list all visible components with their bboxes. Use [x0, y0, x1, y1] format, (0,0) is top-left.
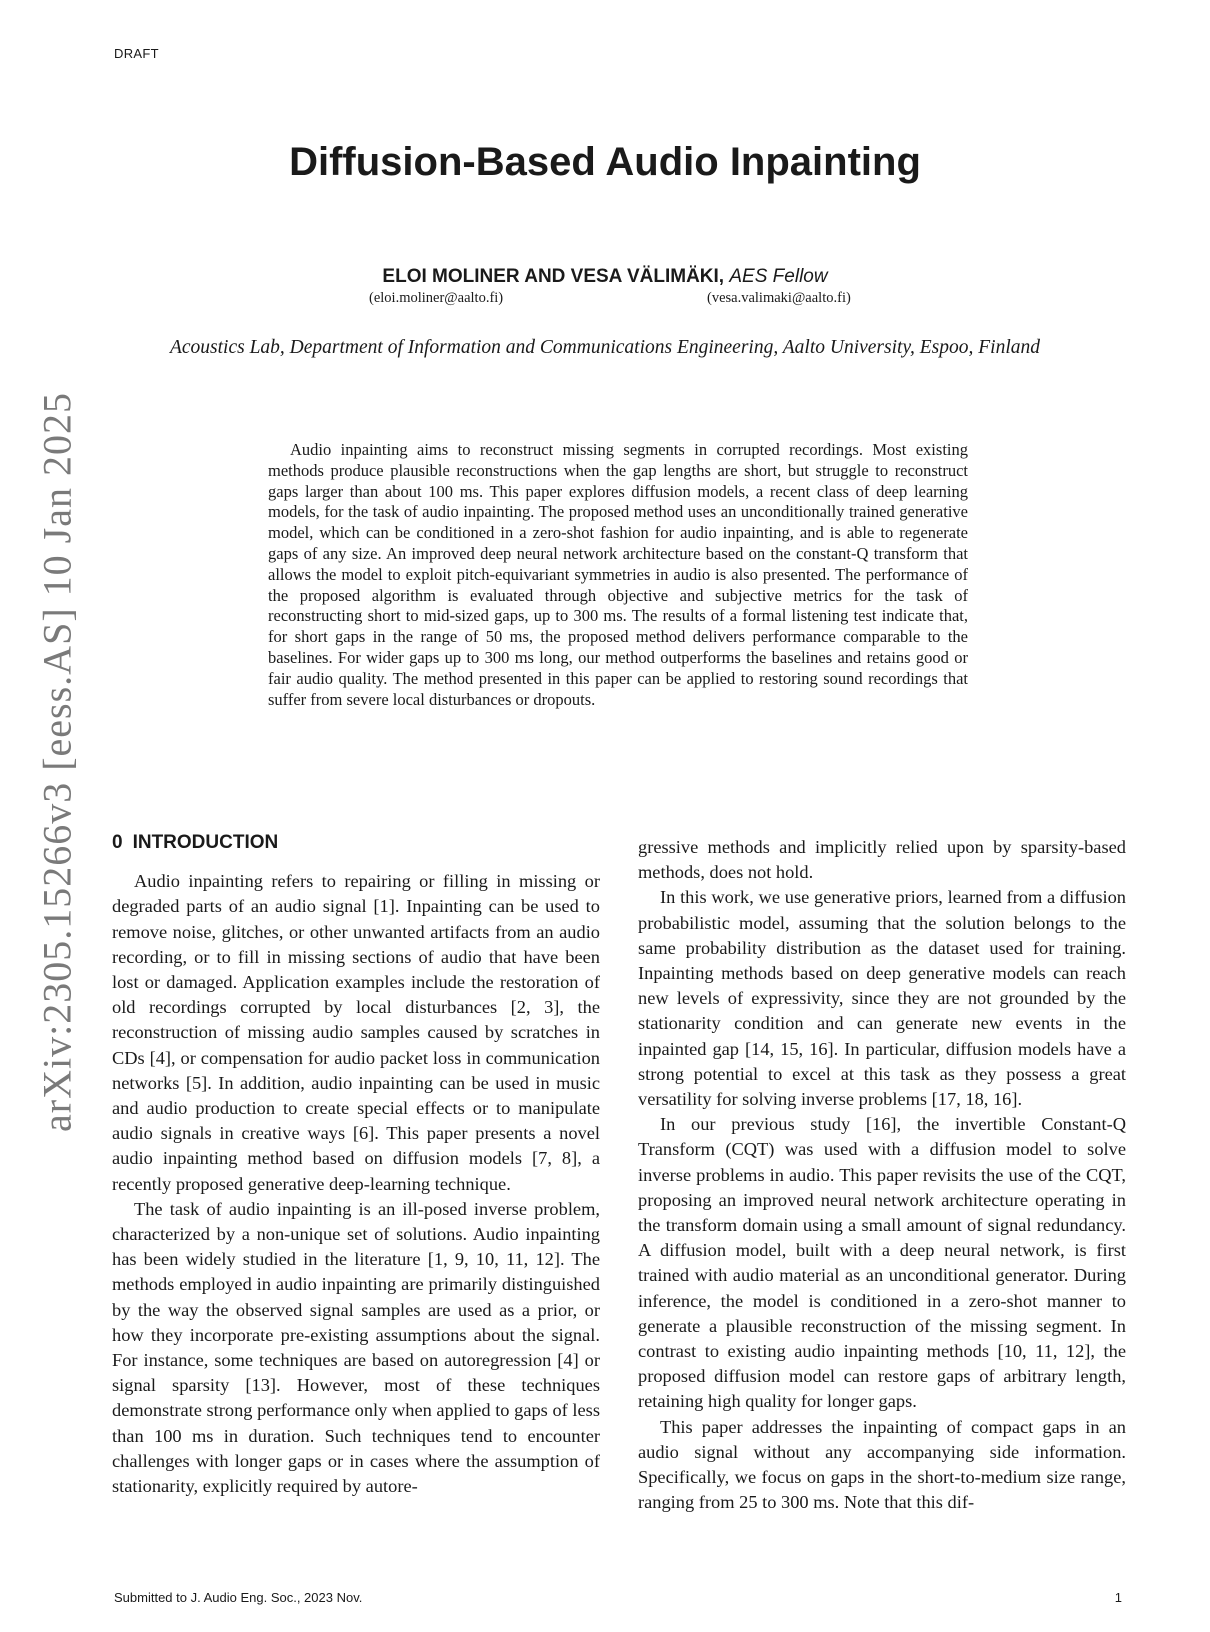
author-line — [0, 266, 1210, 288]
affiliation: Acoustics Lab, Department of Information and Communications Engineering, Aalto University, Espoo, Finland — [169, 337, 1041, 358]
author-names: ELOI MOLINER AND VESA VÄLIMÄKI, — [382, 266, 725, 287]
abstract: Audio inpainting aims to reconstruct missing segments in corrupted recordings. Most existing methods produce plausible reconstructions when the gap lengths are short, but struggle to reconstruct gaps larger than about 100 ms. This paper explores diffusion models, a recent class of deep learning models, for the task of audio inpainting. The proposed method uses an unconditionally trained generative model, which can be conditioned in a zero-shot fashion for audio inpainting, and is able to regenerate gaps of any size. An improved deep neural network architecture based on the constant-Q transform that allows the model to exploit pitch-equivariant symmetries in audio is also presented. The performance of the proposed algorithm is evaluated through objective and subjective metrics for the task of reconstructing short to mid-sized gaps, up to 300 ms. The results of a formal listening test indicate that, for short gaps in the range of 50 ms, the proposed method delivers performance comparable to the baselines. For wider gaps up to 300 ms long, our method outperforms the baselines and retains good or fair audio quality. The method presented in this paper can be applied to restoring sound recordings that suffer from severe local disturbances or dropouts. — [268, 440, 968, 709]
paragraph: In this work, we use generative priors, learned from a diffusion probabilistic model, assuming that the solution belongs to the same probability distribution as the dataset used for training. Inpainting methods based on deep generative models can reach new levels of expressivity, since they are not grounded by the stationarity condition and can generate new events in the inpainted gap [14, 15, 16]. In particular, diffusion models have a strong potential to excel at this task as they possess a great versatility for solving inverse problems [17, 18, 16]. — [638, 887, 1126, 1110]
section-heading — [112, 830, 600, 855]
author-email-2: (vesa.valimaki@aalto.fi) — [707, 290, 851, 306]
author-role: AES Fellow — [729, 266, 828, 287]
paragraph: gressive methods and implicitly relied upon by sparsity-based methods, does not hold. — [638, 837, 1126, 883]
section-number: 0 — [112, 832, 123, 853]
paragraph: This paper addresses the inpainting of compact gaps in an audio signal without any accompanying side information. Specifically, we focus on gaps in the short-to-medium size range, ranging from 25 to 300 ms. Note that this dif- — [638, 1416, 1126, 1513]
paragraph: In our previous study [16], the invertible Constant-Q Transform (CQT) was used with a diffusion model to solve inverse problems in audio. This paper revisits the use of the CQT, proposing an improved neural network architecture operating in the transform domain using a small amount of signal redundancy. A diffusion model, built with a deep neural network, is first trained with audio material as an unconditional generator. During inference, the model is conditioned in a zero-shot manner to generate a plausible reconstruction of the missing segment. In contrast to existing audio inpainting methods [10, 11, 12], the proposed diffusion model can restore gaps of arbitrary length, retaining high quality for longer gaps. — [638, 1114, 1126, 1412]
draft-label: DRAFT — [114, 46, 159, 61]
right-column — [638, 835, 1126, 1515]
paper-title: Diffusion-Based Audio Inpainting — [289, 140, 921, 184]
author-email-1: (eloi.moliner@aalto.fi) — [369, 290, 504, 306]
left-column — [112, 830, 600, 1499]
section-title: INTRODUCTION — [132, 832, 279, 853]
arxiv-stamp: arXiv:2305.15266v3 [eess.AS] 10 Jan 2025 — [34, 392, 80, 1132]
page-number: 1 — [1114, 1590, 1122, 1605]
paragraph: Audio inpainting refers to repairing or filling in missing or degraded parts of an audio signal [1]. Inpainting can be used to remove noise, glitches, or other unwanted artifacts from an audio recording, or to fill in missing sections of audio that have been lost or damaged. Application examples include the restoration of old recordings corrupted by local disturbances [2, 3], the reconstruction of missing audio samples caused by scratches in CDs [4], or compensation for audio packet loss in communication networks [5]. In addition, audio inpainting can be used in music and audio production to create special effects or to manipulate audio signals in creative ways [6]. This paper presents a novel audio inpainting method based on diffusion models [7, 8], a recently proposed generative deep-learning technique. — [112, 871, 600, 1194]
paragraph: The task of audio inpainting is an ill-posed inverse problem, characterized by a non-unique set of solutions. Audio inpainting has been widely studied in the literature [1, 9, 10, 11, 12]. The methods employed in audio inpainting are primarily distinguished by the way the observed signal samples are used as a prior, or how they incorporate pre-existing assumptions about the signal. For instance, some techniques are based on autoregression [4] or signal sparsity [13]. However, most of these techniques demonstrate strong performance only when applied to gaps of less than 100 ms in duration. Such techniques tend to encounter challenges with longer gaps or in cases where the assumption of stationarity, explicitly required by autore- — [112, 1198, 600, 1497]
footer-journal: Submitted to J. Audio Eng. Soc., 2023 Nov. — [114, 1590, 363, 1605]
